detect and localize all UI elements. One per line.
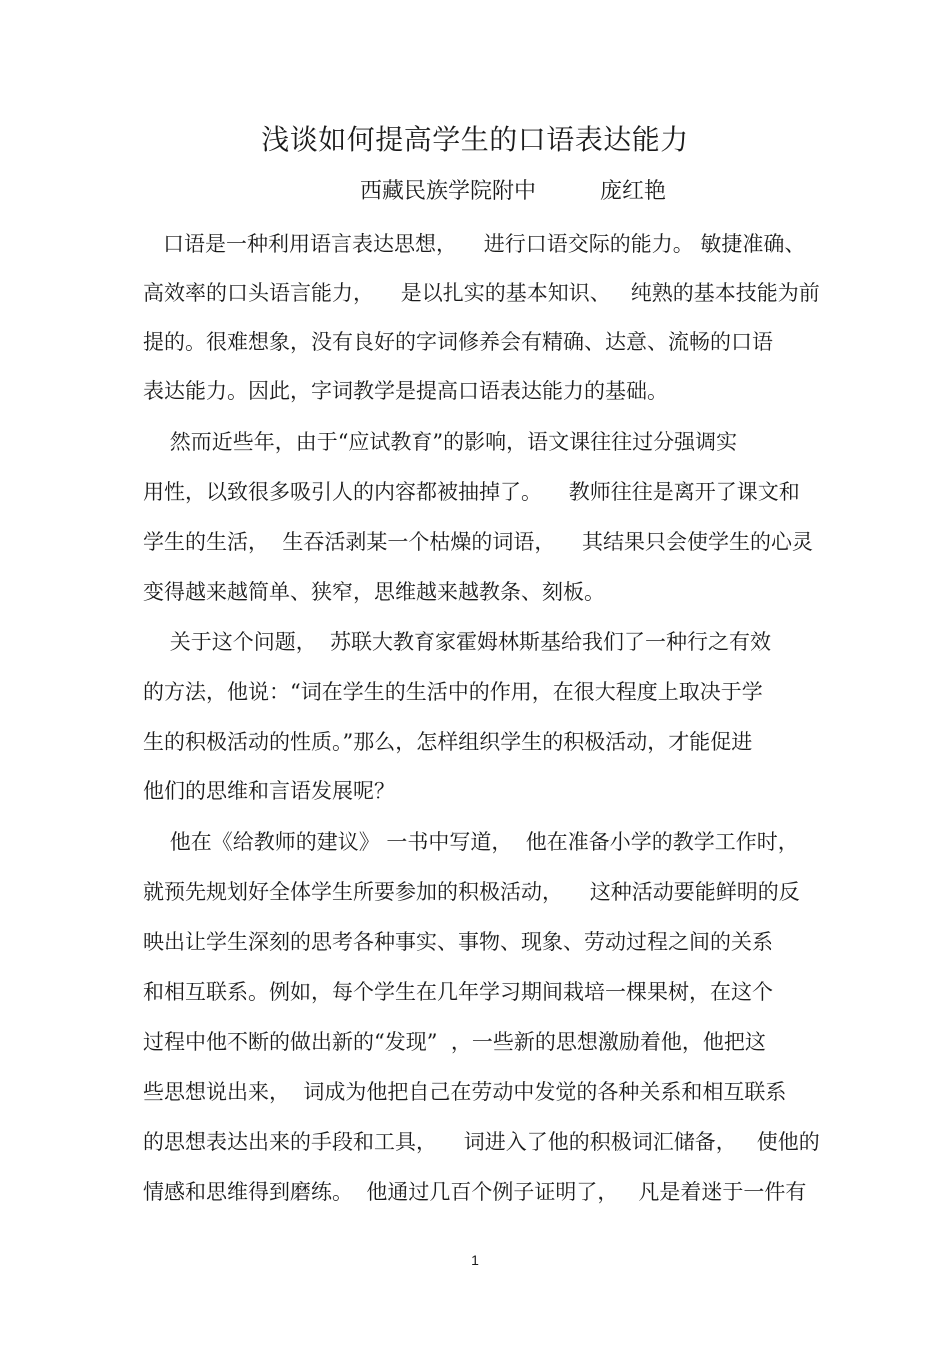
body-line: 用性，以致很多吸引人的内容都被抽掉了。 教师往往是离开了课文和 [143, 480, 800, 504]
page-number: 1 [471, 1252, 479, 1268]
body-line: 口语是一种利用语言表达思想， 进行口语交际的能力。 敏捷准确、 [143, 232, 806, 256]
document-title: 浅谈如何提高学生的口语表达能力 [261, 123, 689, 156]
body-line: 情感和思维得到磨练。 他通过几百个例子证明了， 凡是着迷于一件有 [143, 1180, 807, 1204]
author-name: 庞红艳 [600, 179, 667, 204]
body-line: 然而近些年，由于“应试教育”的影响，语文课往往过分强调实 [143, 430, 738, 454]
body-line: 就预先规划好全体学生所要参加的积极活动， 这种活动要能鲜明的反 [143, 880, 800, 904]
body-line: 表达能力。因此，字词教学是提高口语表达能力的基础。 [143, 379, 668, 403]
body-line: 过程中他不断的做出新的“发现” ，一些新的思想激励着他，他把这 [143, 1030, 766, 1054]
body-line: 学生的生活， 生吞活剥某一个枯燥的词语， 其结果只会使学生的心灵 [143, 530, 814, 554]
body-line: 些思想说出来， 词成为他把自己在劳动中发觉的各种关系和相互联系 [143, 1080, 787, 1104]
body-line: 变得越来越简单、狭窄，思维越来越教条、刻板。 [143, 580, 605, 604]
body-line: 他们的思维和言语发展呢？ [143, 779, 395, 803]
body-line: 他在《给教师的建议》 一书中写道， 他在准备小学的教学工作时， [143, 830, 799, 854]
body-line: 提的。很难想象，没有良好的字词修养会有精确、达意、流畅的口语 [143, 330, 773, 354]
body-line: 的方法，他说：“词在学生的生活中的作用，在很大程度上取决于学 [143, 680, 763, 704]
author-institution: 西藏民族学院附中 [360, 179, 537, 204]
body-line: 和相互联系。例如，每个学生在几年学习期间栽培一棵果树，在这个 [143, 980, 773, 1004]
body-line: 关于这个问题， 苏联大教育家霍姆林斯基给我们了一种行之有效 [143, 630, 772, 654]
body-line: 生的积极活动的性质。”那么，怎样组织学生的积极活动，才能促进 [143, 730, 753, 754]
body-line: 的思想表达出来的手段和工具， 词进入了他的积极词汇储备， 使他的 [143, 1130, 820, 1154]
body-line: 映出让学生深刻的思考各种事实、事物、现象、劳动过程之间的关系 [143, 930, 773, 954]
body-line: 高效率的口头语言能力， 是以扎实的基本知识、 纯熟的基本技能为前 [143, 281, 820, 305]
